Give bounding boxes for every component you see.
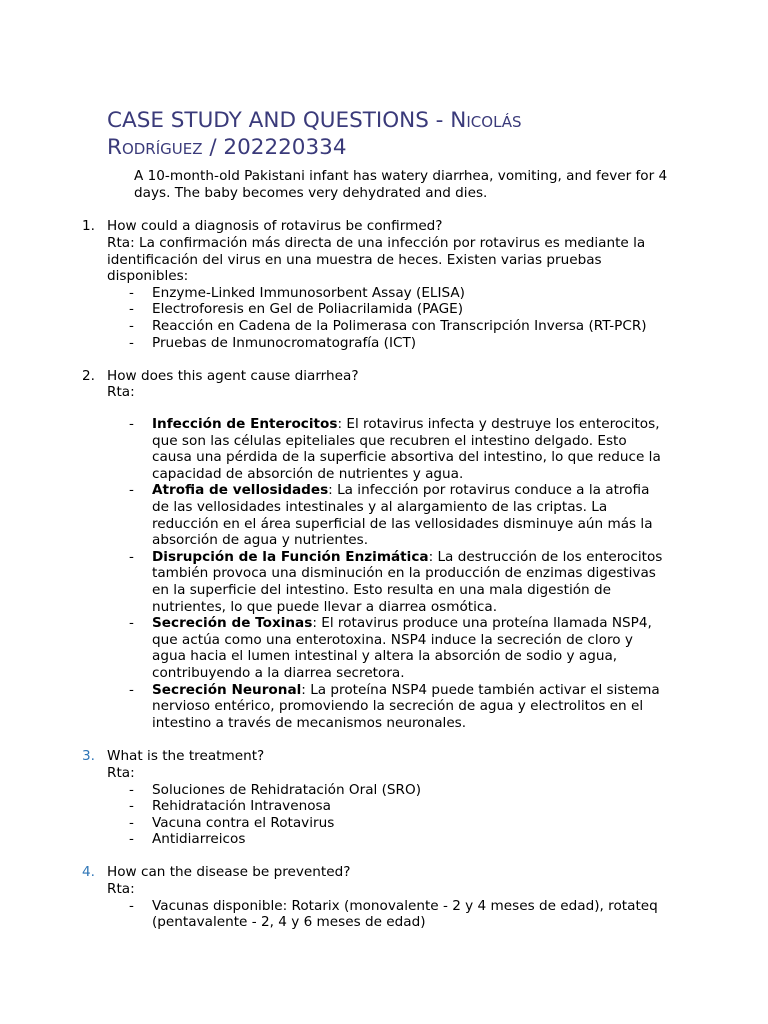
item-term: Secreción Neuronal [152, 681, 302, 698]
treatment-list [107, 782, 667, 848]
answer-label: Rta: [107, 765, 135, 781]
answer-4 [107, 881, 667, 931]
list-item: - Antidiarreicos [107, 831, 667, 848]
question-number: 4. [82, 864, 95, 880]
list-item: - Reacción en Cadena de la Polimerasa con Transcripción Inversa (RT-PCR) [107, 318, 667, 335]
list-item: - Vacuna contra el Rotavirus [107, 815, 667, 832]
list-item [107, 482, 667, 548]
test-list [107, 285, 667, 351]
answer-2 [107, 416, 667, 731]
answer-label: Rta: [107, 881, 135, 897]
item-term: Infección de Enterocitos [152, 416, 338, 432]
answer-1 [107, 235, 667, 351]
title-student-id: / 202220334 [202, 135, 347, 160]
question-text: What is the treatment? [107, 748, 265, 764]
case-intro: A 10-month-old Pakistani infant has watery diarrhea, vomiting, and fever for 4 days. The baby becomes very dehydrated and dies. [134, 168, 668, 201]
mechanism-list [107, 416, 667, 731]
title-last-name: Rodríguez [107, 135, 203, 160]
list-item: - Enzyme-Linked Immunosorbent Assay (ELISA) [107, 285, 667, 302]
question-number: 1. [82, 218, 95, 234]
list-item [107, 416, 667, 482]
list-item: - Rehidratación Intravenosa [107, 798, 667, 815]
question-text: How does this agent cause diarrhea? [107, 368, 359, 384]
answer-2-label: Rta: [107, 384, 135, 400]
prevention-list [107, 898, 667, 931]
answer-text: Rta: La confirmación más directa de una infección por rotavirus es mediante la identificación del virus en una muestra de heces. Existen varias pruebas disponibles: [107, 235, 646, 285]
question-text: How can the disease be prevented? [107, 864, 351, 880]
question-number: 3. [82, 748, 95, 764]
list-item [107, 615, 667, 681]
list-item: - Vacunas disponible: Rotarix (monovalente - 2 y 4 meses de edad), rotateq (pentavalente - 2, 4 y 6 meses de edad) [107, 898, 667, 931]
page-title [107, 107, 707, 161]
item-text: : El rotavirus produce una proteína llamada NSP4, que actúa como una enterotoxina. NSP4 induce la secreción de cloro y agua hacia el lumen intestinal y altera la absorción de sodio y agua, contribuyendo a la diarrea secretora. [152, 615, 652, 681]
list-item [107, 682, 667, 732]
question-number: 2. [82, 368, 95, 384]
item-text: : La destrucción de los enterocitos también provoca una disminución en la producción de enzimas digestivas en la superficie del intestino. Esto resulta en una mala digestión de nutrientes, lo que puede llevar a diarrea osmótica. [152, 548, 663, 615]
list-item: - Electroforesis en Gel de Poliacrilamida (PAGE) [107, 301, 667, 318]
answer-3 [107, 765, 667, 848]
list-item: - Soluciones de Rehidratación Oral (SRO) [107, 782, 667, 799]
item-text: : La proteína NSP4 puede también activar el sistema nervioso entérico, promoviendo la secreción de agua y electrolitos en el intestino a través de mecanismos neuronales. [152, 681, 660, 731]
title-first-name: Nicolás [450, 108, 522, 133]
item-text: : La infección por rotavirus conduce a la atrofia de las vellosidades intestinales y al alargamiento de las criptas. La reducción en el área superficial de las vellosidades disminuye aún más la absorción de agua y nutrientes. [152, 482, 653, 549]
question-text: How could a diagnosis of rotavirus be confirmed? [107, 218, 443, 234]
list-item: - Pruebas de Inmunocromatografía (ICT) [107, 335, 667, 352]
item-term: Secreción de Toxinas [152, 615, 313, 632]
list-item [107, 549, 667, 615]
item-term: Atrofia de vellosidades [152, 482, 329, 499]
title-text: CASE STUDY AND QUESTIONS - [107, 108, 451, 133]
item-text: : El rotavirus infecta y destruye los enterocitos, que son las células epiteliales que recubren el intestino delgado. Esto causa una pérdida de la superficie absortiva del intestino, lo que reduce la capacidad de absorción de nutrientes y agua. [152, 416, 661, 482]
item-term: Disrupción de la Función Enzimática [152, 548, 429, 565]
